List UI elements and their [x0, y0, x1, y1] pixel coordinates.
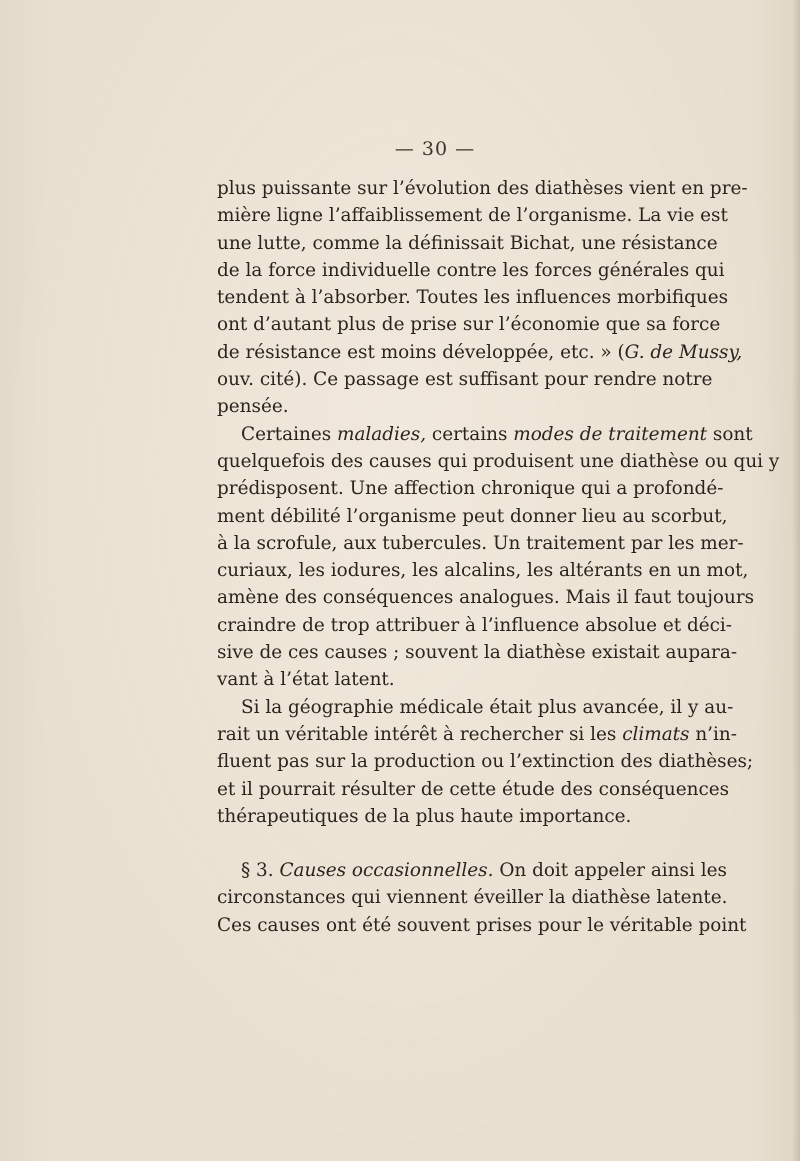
text-run: sont: [707, 423, 753, 445]
italic-term: G. de Mussy,: [624, 341, 743, 363]
text-line: [217, 311, 721, 338]
text-line: [217, 366, 713, 393]
text-run: pensée.: [217, 396, 289, 418]
text-line: [217, 721, 737, 748]
text-line: [217, 612, 733, 639]
text-line: [217, 584, 755, 611]
text-line: [217, 694, 734, 721]
page-edge-shadow: [792, 0, 800, 1161]
text-line: [217, 803, 657, 830]
text-run: curiaux, les iodures, les alcalins, les altérants en un mot,: [217, 560, 749, 582]
text-line: [217, 175, 748, 202]
text-run: thérapeutiques de la plus haute importance.: [217, 805, 632, 827]
text-run: amène des conséquences analogues. Mais il faut toujours: [217, 587, 755, 609]
text-line: [217, 557, 749, 584]
text-run: à la scrofule, aux tubercules. Un traitement par les mer-: [217, 532, 744, 554]
italic-term: modes de traitement: [513, 423, 708, 445]
text-run: craindre de trop attribuer à l’influence absolue et déci-: [217, 614, 733, 636]
italic-term: climats: [622, 723, 690, 745]
text-run: ouv. cité). Ce passage est suffisant pour rendre notre: [217, 369, 713, 391]
text-run: circonstances qui viennent éveiller la diathèse latente.: [217, 887, 728, 909]
body-text: [217, 175, 780, 939]
text-line: [217, 530, 744, 557]
text-line: [217, 284, 729, 311]
text-run: certains: [426, 423, 514, 445]
text-run: sive de ces causes ; souvent la diathèse existait aupara-: [217, 642, 738, 664]
text-line: [217, 393, 657, 420]
italic-term: maladies,: [337, 423, 427, 445]
italic-term: Causes occasionnelles.: [279, 860, 494, 882]
text-line: [217, 339, 743, 366]
text-run: une lutte, comme la définissait Bichat, une résistance: [217, 232, 718, 254]
text-line: [217, 230, 718, 257]
text-run: n’in-: [689, 723, 737, 745]
text-run: Ces causes ont été souvent prises pour le véritable point: [217, 914, 747, 936]
text-line: [217, 748, 754, 775]
text-run: de la force individuelle contre les forces générales qui: [217, 259, 725, 281]
text-line: [217, 857, 727, 884]
text-line: [217, 776, 730, 803]
text-run: On doit appeler ainsi les: [493, 860, 727, 882]
paragraph-gap: [217, 830, 657, 857]
text-run: tendent à l’absorber. Toutes les influences morbifiques: [217, 287, 729, 309]
text-run: rait un véritable intérêt à rechercher si les: [217, 723, 623, 745]
text-line: [217, 202, 728, 229]
text-run: plus puissante sur l’évolution des diathèses vient en pre-: [217, 178, 748, 199]
text-run: de résistance est moins développée, etc. » (: [217, 341, 625, 363]
text-line: [217, 884, 728, 911]
text-line: [217, 448, 780, 475]
text-line: [217, 639, 738, 666]
text-run: ont d’autant plus de prise sur l’économie que sa force: [217, 314, 721, 336]
text-run: quelquefois des causes qui produisent une diathèse ou qui y: [217, 450, 780, 472]
text-run: Si la géographie médicale était plus avancée, il y au-: [241, 696, 734, 718]
text-line: [217, 666, 657, 693]
text-run: § 3.: [241, 860, 280, 882]
text-run: mière ligne l’affaiblissement de l’organisme. La vie est: [217, 205, 728, 227]
text-line: [217, 503, 728, 530]
text-run: Certaines: [241, 423, 337, 445]
page-number: — 30 —: [394, 138, 476, 160]
text-run: prédisposent. Une affection chronique qui a profondé-: [217, 478, 724, 500]
text-line: [217, 421, 753, 448]
text-line: [217, 257, 725, 284]
text-run: vant à l’état latent.: [217, 669, 395, 691]
text-run: et il pourrait résulter de cette étude des conséquences: [217, 778, 730, 800]
text-line: [217, 912, 747, 939]
text-run: ment débilité l’organisme peut donner lieu au scorbut,: [217, 505, 728, 527]
text-run: fluent pas sur la production ou l’extinction des diathèses;: [217, 751, 754, 773]
text-line: [217, 475, 724, 502]
